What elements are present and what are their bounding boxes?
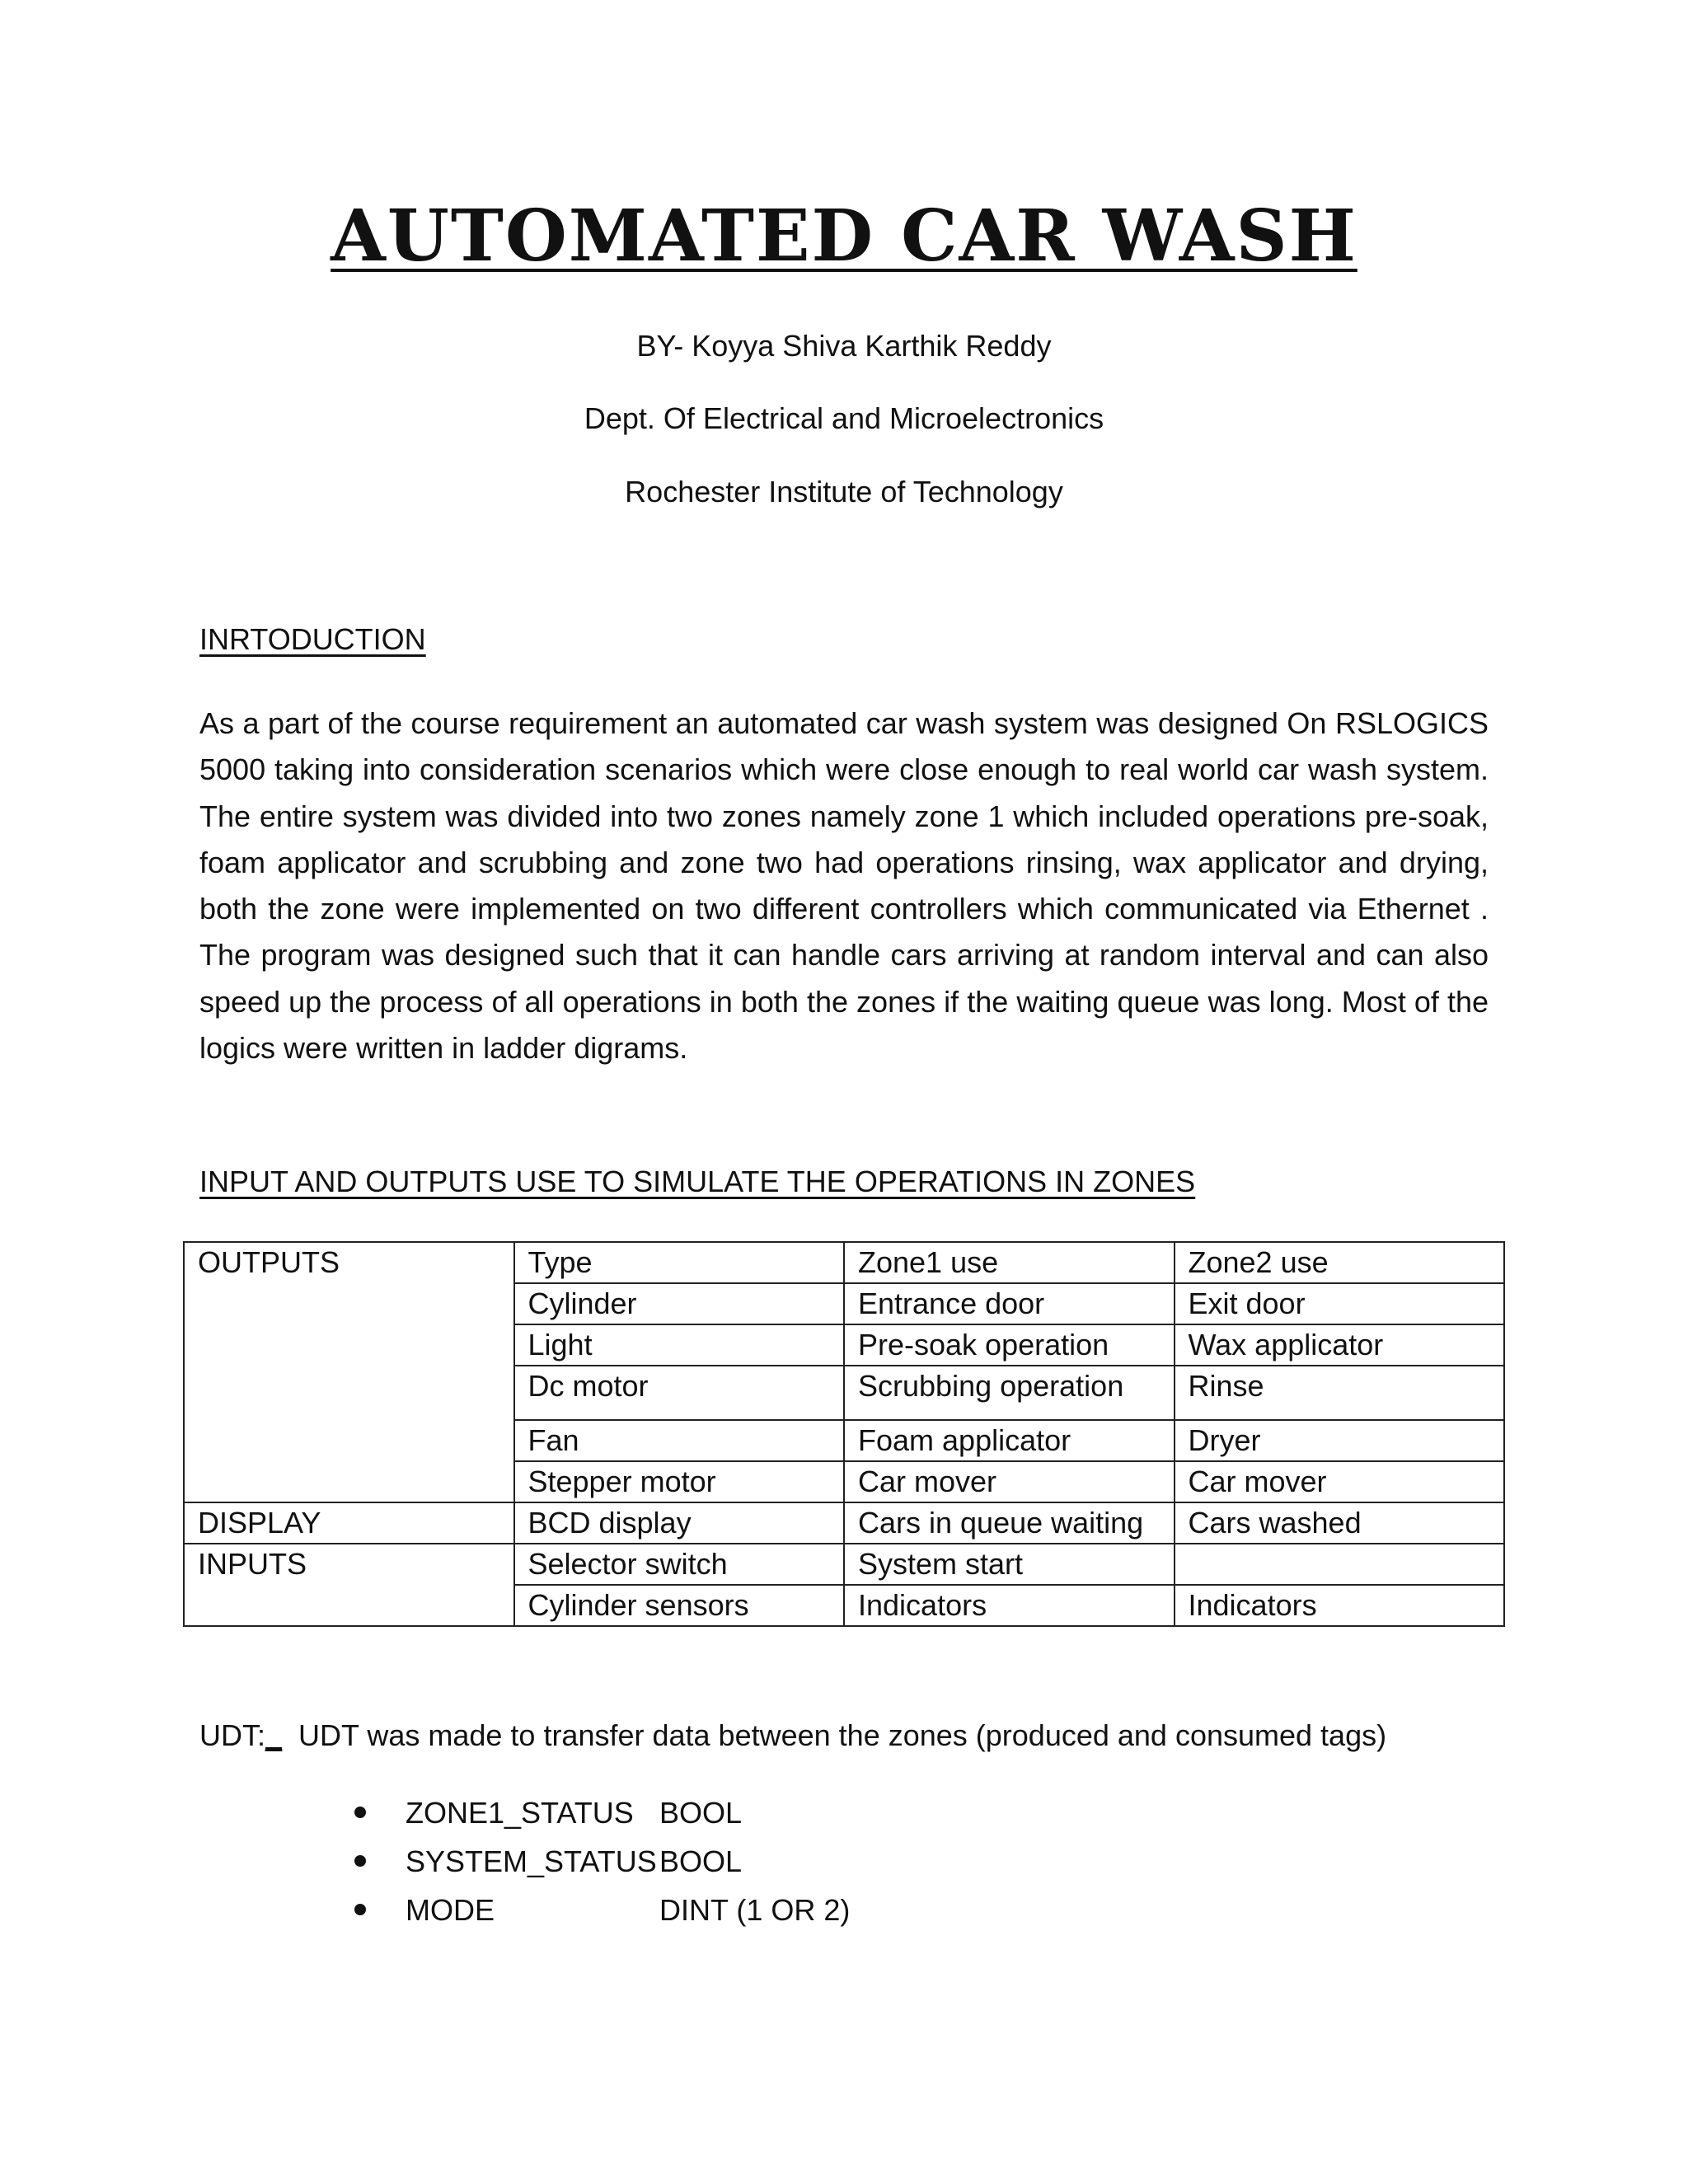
udt-underscore: _ xyxy=(265,1718,283,1752)
table-row xyxy=(184,1242,1504,1283)
table-cell: Cylinder xyxy=(514,1283,845,1324)
table-group-label: OUTPUTS xyxy=(184,1242,514,1502)
table-cell: Cylinder sensors xyxy=(514,1585,845,1626)
table-group-label: DISPLAY xyxy=(184,1502,514,1544)
io-heading: INPUT AND OUTPUTS USE TO SIMULATE THE OPERATIONS IN ZONES xyxy=(199,1165,1196,1198)
list-item xyxy=(354,1788,1096,1837)
table-cell xyxy=(1175,1544,1505,1585)
udt-item-type: DINT (1 OR 2) xyxy=(659,1893,851,1927)
udt-description: UDT was made to transfer data between the zones (produced and consumed tags) xyxy=(298,1718,1387,1752)
udt-item-name: SYSTEM_STATUS xyxy=(406,1844,657,1878)
intro-paragraph: As a part of the course requirement an automated car wash system was designed On RSLOGICS 5000 taking into consideration scenarios which were close enough to real world car wash system. The entire system was divided into two zones namely zone 1 which included operations pre-soak, foam applicator and scrubbing and zone two had operations rinsing, wax applicator and drying, both the zone were implemented on two different controllers which communicated via Ethernet . The program was designed such that it can handle cars arriving at random interval and can also speed up the process of all operations in both the zones if the waiting queue was long. Most of the logics were written in ladder digrams. xyxy=(199,706,1489,1066)
table-row xyxy=(184,1544,1504,1585)
table-cell: Scrubbing operation xyxy=(844,1366,1175,1420)
udt-item-name: ZONE1_STATUS xyxy=(406,1796,634,1830)
table-cell: Zone1 use xyxy=(844,1242,1175,1283)
udt-list xyxy=(354,1788,1096,1934)
table-cell: Indicators xyxy=(1175,1585,1505,1626)
table-row xyxy=(184,1502,1504,1544)
table-cell: Cars in queue waiting xyxy=(844,1502,1175,1544)
table-cell: Selector switch xyxy=(514,1544,845,1585)
bullet-icon xyxy=(354,1855,366,1867)
bullet-icon xyxy=(354,1904,366,1915)
intro-heading: INRTODUCTION xyxy=(199,622,426,656)
author-line: BY- Koyya Shiva Karthik Reddy xyxy=(636,329,1052,363)
udt-item-type: BOOL xyxy=(659,1844,743,1878)
udt-line xyxy=(199,1718,1387,1754)
table-cell: Entrance door xyxy=(844,1283,1175,1324)
institution-line: Rochester Institute of Technology xyxy=(625,475,1063,509)
table-cell: BCD display xyxy=(514,1502,845,1544)
table-cell: Dc motor xyxy=(514,1366,845,1420)
io-table xyxy=(183,1241,1505,1627)
table-cell: Light xyxy=(514,1324,845,1366)
table-cell: Rinse xyxy=(1175,1366,1505,1420)
udt-item-type: BOOL xyxy=(659,1796,743,1830)
list-item xyxy=(354,1837,1096,1886)
bullet-icon xyxy=(354,1807,366,1818)
table-group-label: INPUTS xyxy=(184,1544,514,1626)
table-cell: Dryer xyxy=(1175,1420,1505,1461)
table-cell: Stepper motor xyxy=(514,1461,845,1502)
table-cell: Cars washed xyxy=(1175,1502,1505,1544)
table-cell: Type xyxy=(514,1242,845,1283)
department-line: Dept. Of Electrical and Microelectronics xyxy=(584,401,1104,435)
table-cell: Car mover xyxy=(844,1461,1175,1502)
list-item xyxy=(354,1886,1096,1934)
table-cell: Car mover xyxy=(1175,1461,1505,1502)
table-cell: Fan xyxy=(514,1420,845,1461)
table-cell: Wax applicator xyxy=(1175,1324,1505,1366)
table-cell: Foam applicator xyxy=(844,1420,1175,1461)
table-cell: Indicators xyxy=(844,1585,1175,1626)
table-cell: Pre-soak operation xyxy=(844,1324,1175,1366)
table-cell: System start xyxy=(844,1544,1175,1585)
document-title: AUTOMATED CAR WASH xyxy=(331,194,1357,278)
udt-item-name: MODE xyxy=(406,1893,495,1927)
table-cell: Exit door xyxy=(1175,1283,1505,1324)
udt-label: UDT: xyxy=(199,1718,265,1752)
table-cell: Zone2 use xyxy=(1175,1242,1505,1283)
